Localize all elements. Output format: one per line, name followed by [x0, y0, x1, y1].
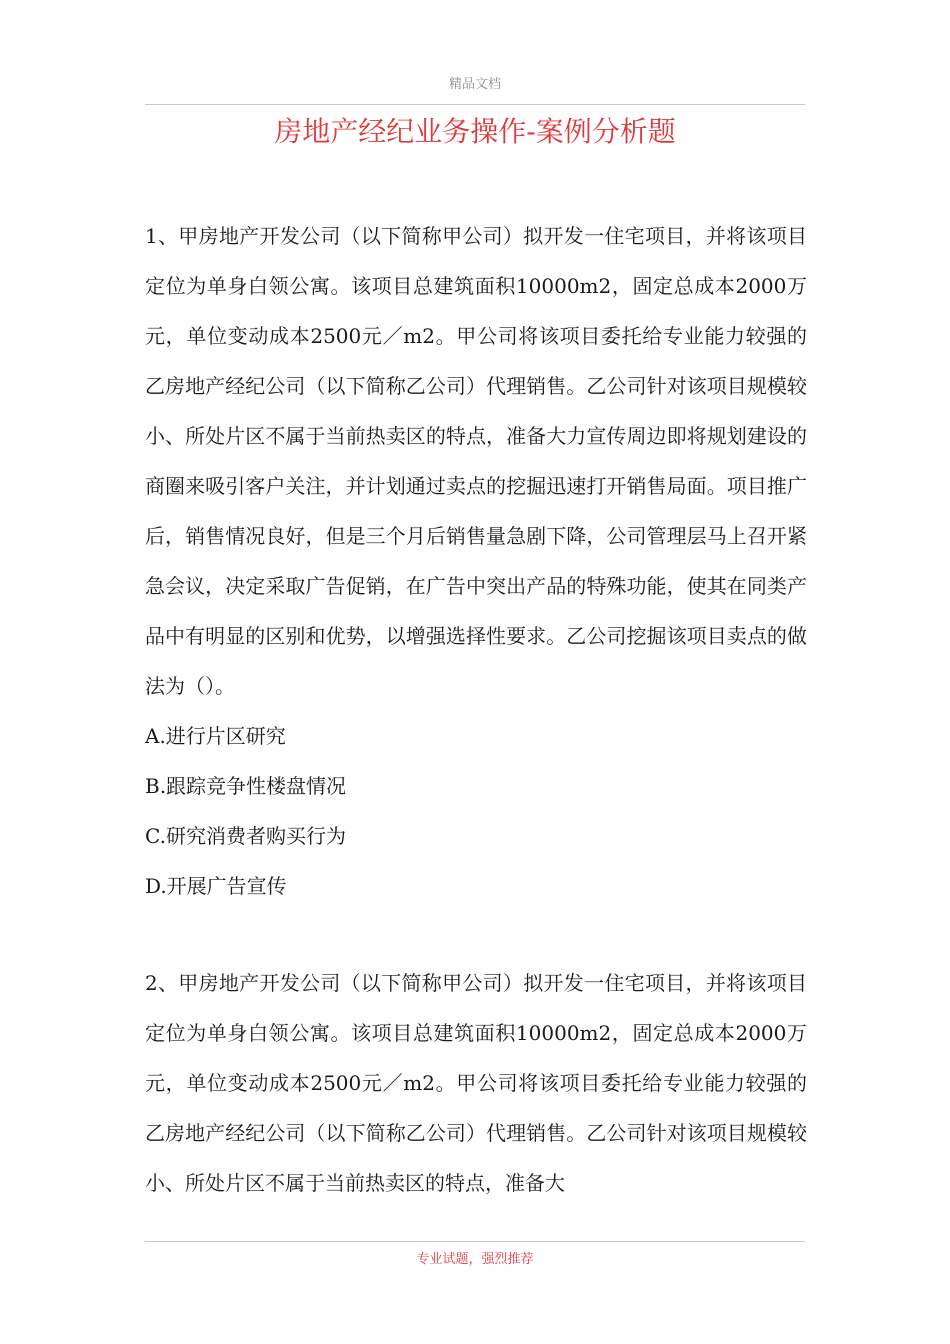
- question-1-text: 1、甲房地产开发公司（以下简称甲公司）拟开发一住宅项目，并将该项目定位为单身白领公寓。该项目总建筑面积10000m2，固定总成本2000万元，单位变动成本2500元／m2。甲公司将该项目委托给专业能力较强的乙房地产经纪公司（以下简称乙公司）代理销售。乙公司针对该项目规模较小、所处片区不属于当前热卖区的特点，准备大力宣传周边即将规划建设的商圈来吸引客户关注，并计划通过卖点的挖掘迅速打开销售局面。项目推广后，销售情况良好，但是三个月后销售量急剧下降，公司管理层马上召开紧急会议，决定采取广告促销，在广告中突出产品的特殊功能，使其在同类产品中有明显的区别和优势，以增强选择性要求。乙公司挖掘该项目卖点的做法为（）。: [145, 224, 807, 698]
- question-1-option-d: D.开展广告宣传: [145, 874, 287, 898]
- footer-divider: [145, 1241, 805, 1242]
- page-header: 精品文档: [448, 77, 501, 92]
- question-1-option-c: C.研究消费者购买行为: [145, 824, 346, 848]
- question-1-option-a: A.进行片区研究: [145, 724, 286, 748]
- document-title: 房地产经纪业务操作-案例分析题: [274, 115, 676, 148]
- question-2-text: 2、甲房地产开发公司（以下简称甲公司）拟开发一住宅项目，并将该项目定位为单身白领公寓。该项目总建筑面积10000m2，固定总成本2000万元，单位变动成本2500元／m2。甲公司将该项目委托给专业能力较强的乙房地产经纪公司（以下简称乙公司）代理销售。乙公司针对该项目规模较小、所处片区不属于当前热卖区的特点，准备大: [145, 971, 807, 1195]
- question-1: [145, 211, 807, 911]
- question-1-option-b: B.跟踪竞争性楼盘情况: [145, 774, 347, 798]
- header-divider: [145, 104, 805, 105]
- question-2: [145, 958, 807, 1208]
- page-footer: 专业试题，强烈推荐: [416, 1252, 534, 1267]
